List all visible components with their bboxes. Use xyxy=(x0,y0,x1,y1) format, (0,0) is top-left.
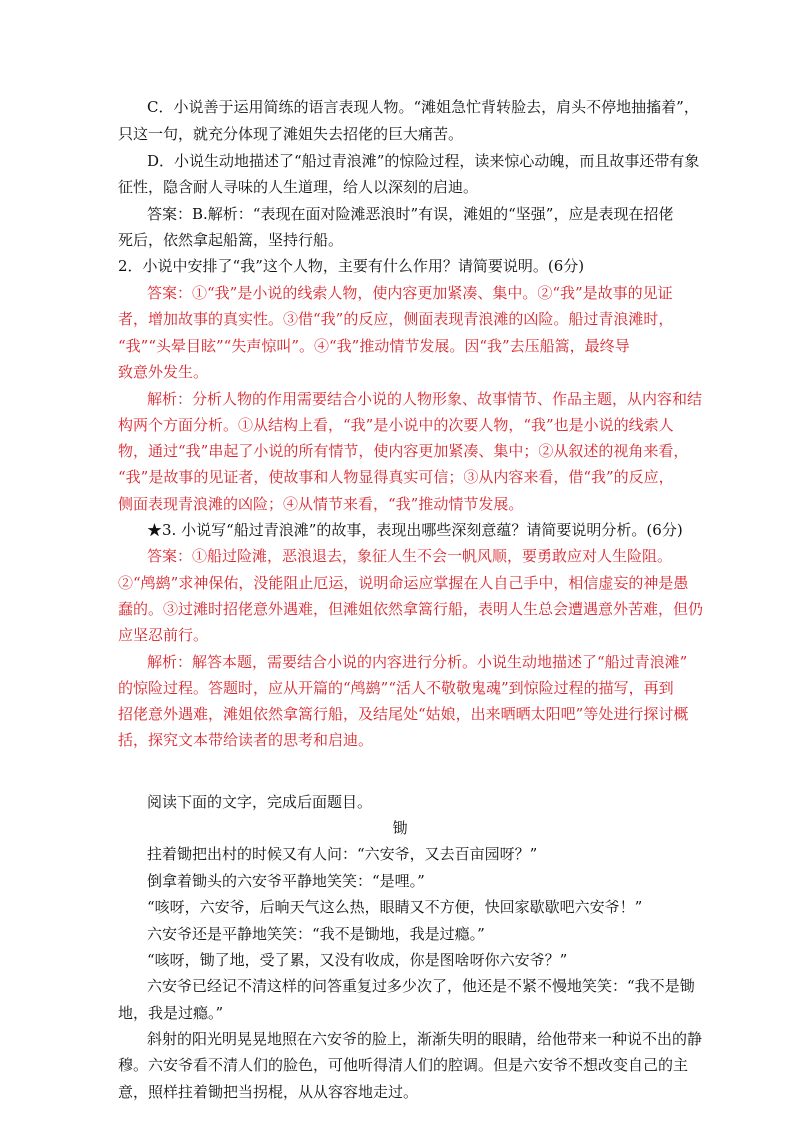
analysis-2-line-4: “我”是故事的见证者，使故事和人物显得真实可信；③从内容来看，借“我”的反应， xyxy=(118,468,674,486)
answer-2-line-2: 者，增加故事的真实性。③借“我”的反应，侧面表现青浪滩的凶险。船过青浪滩时， xyxy=(118,310,674,328)
answer-3-line-3: 蠢的。③过滩时招佬意外遇难，但滩姐依然拿篙行船，表明人生总会遭遇意外苦难，但仍 xyxy=(118,600,704,618)
story-paragraph-7-line-1: 斜射的阳光明晃晃地照在六安爷的脸上，渐渐失明的眼睛，给他带来一种说不出的静 xyxy=(147,1030,703,1048)
story-paragraph-7-line-3: 意，照样拄着锄把当拐棍，从从容容地走过。 xyxy=(118,1083,419,1101)
answer-3-line-2: ②“鸬鹚”求神保佑，没能阻止厄运，说明命运应掌握在人自己手中，相信虚妄的神是愚 xyxy=(118,574,689,592)
analysis-2-line-3: 物，通过“我”串起了小说的所有情节，使内容更加紧凑、集中；②从叙述的视角来看， xyxy=(118,442,689,460)
analysis-3-line-4: 括，探究文本带给读者的思考和启迪。 xyxy=(118,731,374,749)
story-paragraph-6-line-2: 地，我是过瘾。” xyxy=(118,1004,224,1022)
story-paragraph-2: 倒拿着锄头的六安爷平静地笑笑：“是哩。” xyxy=(147,872,425,890)
analysis-2-line-2: 构两个方面分析。①从结构上看，“我”是小说中的次要人物，“我”也是小说的线索人 xyxy=(118,416,674,434)
story-paragraph-4: 六安爷还是平静地笑笑：“我不是锄地，我是过瘾。” xyxy=(147,925,485,943)
story-paragraph-5: “咳呀，锄了地，受了累，又没有收成，你是图啥呀你六安爷？” xyxy=(147,951,568,969)
option-c-line-2: 只这一句，就充分体现了滩姐失去招佬的巨大痛苦。 xyxy=(118,125,464,143)
analysis-2-line-5: 侧面表现青浪滩的凶险；④从情节来看，“我”推动情节发展。 xyxy=(118,495,524,513)
answer-2-line-3: “我”“头晕目眩”“失声惊叫”。④“我”推动情节发展。因“我”去压船篙，最终导 xyxy=(118,337,630,355)
story-paragraph-7-line-2: 穆。六安爷看不清人们的脸色，可他听得清人们的腔调。但是六安爷不想改变自己的主 xyxy=(118,1056,689,1074)
question-3: ★3. 小说写“船过青浪滩”的故事，表现出哪些深刻意蕴？请简要说明分析。(6分) xyxy=(147,521,683,539)
answer-1-line-2: 死后，依然拿起船篙，坚持行船。 xyxy=(118,231,344,249)
story-paragraph-3: “咳呀，六安爷，后晌天气这么热，眼睛又不方便，快回家歇歇吧六安爷！” xyxy=(147,898,643,916)
answer-3-line-1: 答案：①船过险滩，恶浪退去，象征人生不会一帆风顺，要勇敢应对人生险阻。 xyxy=(147,547,673,565)
analysis-3-line-2: 的惊险过程。答题时，应从开篇的“鸬鹚”“活人不敬敬鬼魂”到惊险过程的描写，再到 xyxy=(118,679,674,697)
option-d-line-2: 征性，隐含耐人寻味的人生道理，给人以深刻的启迪。 xyxy=(118,178,479,196)
answer-1-line-1: 答案：B.解析：“表现在面对险滩恶浪时”有误，滩姐的“坚强”，应是表现在招佬 xyxy=(147,205,674,223)
option-d-line-1: D．小说生动地描述了“船过青浪滩”的惊险过程，读来惊心动魄，而且故事还带有象 xyxy=(147,152,700,170)
option-c-line-1: C．小说善于运用简练的语言表现人物。“滩姐急忙背转脸去，肩头不停地抽搐着”， xyxy=(147,98,699,116)
answer-3-line-4: 应坚忍前行。 xyxy=(118,626,209,644)
analysis-3-line-3: 招佬意外遇难，滩姐依然拿篙行船，及结尾处“姑娘，出来晒晒太阳吧”等处进行探讨概 xyxy=(118,705,689,723)
answer-2-line-4: 致意外发生。 xyxy=(118,363,209,381)
reading-instruction: 阅读下面的文字，完成后面题目。 xyxy=(147,793,373,811)
analysis-3-line-1: 解析：解答本题，需要结合小说的内容进行分析。小说生动地描述了“船过青浪滩” xyxy=(147,653,688,671)
story-paragraph-6-line-1: 六安爷已经记不清这样的问答重复过多少次了，他还是不紧不慢地笑笑：“我不是锄 xyxy=(147,977,695,995)
analysis-2-line-1: 解析：分析人物的作用需要结合小说的人物形象、故事情节、作品主题，从内容和结 xyxy=(147,390,703,408)
question-2: 2．小说中安排了“我”这个人物，主要有什么作用？请简要说明。(6分) xyxy=(118,257,585,275)
answer-2-line-1: 答案：①“我”是小说的线索人物，使内容更加紧凑、集中。②“我”是故事的见证 xyxy=(147,284,673,302)
story-paragraph-1: 拄着锄把出村的时候又有人问：“六安爷，又去百亩园呀？” xyxy=(147,845,538,863)
story-title: 锄 xyxy=(392,819,408,837)
